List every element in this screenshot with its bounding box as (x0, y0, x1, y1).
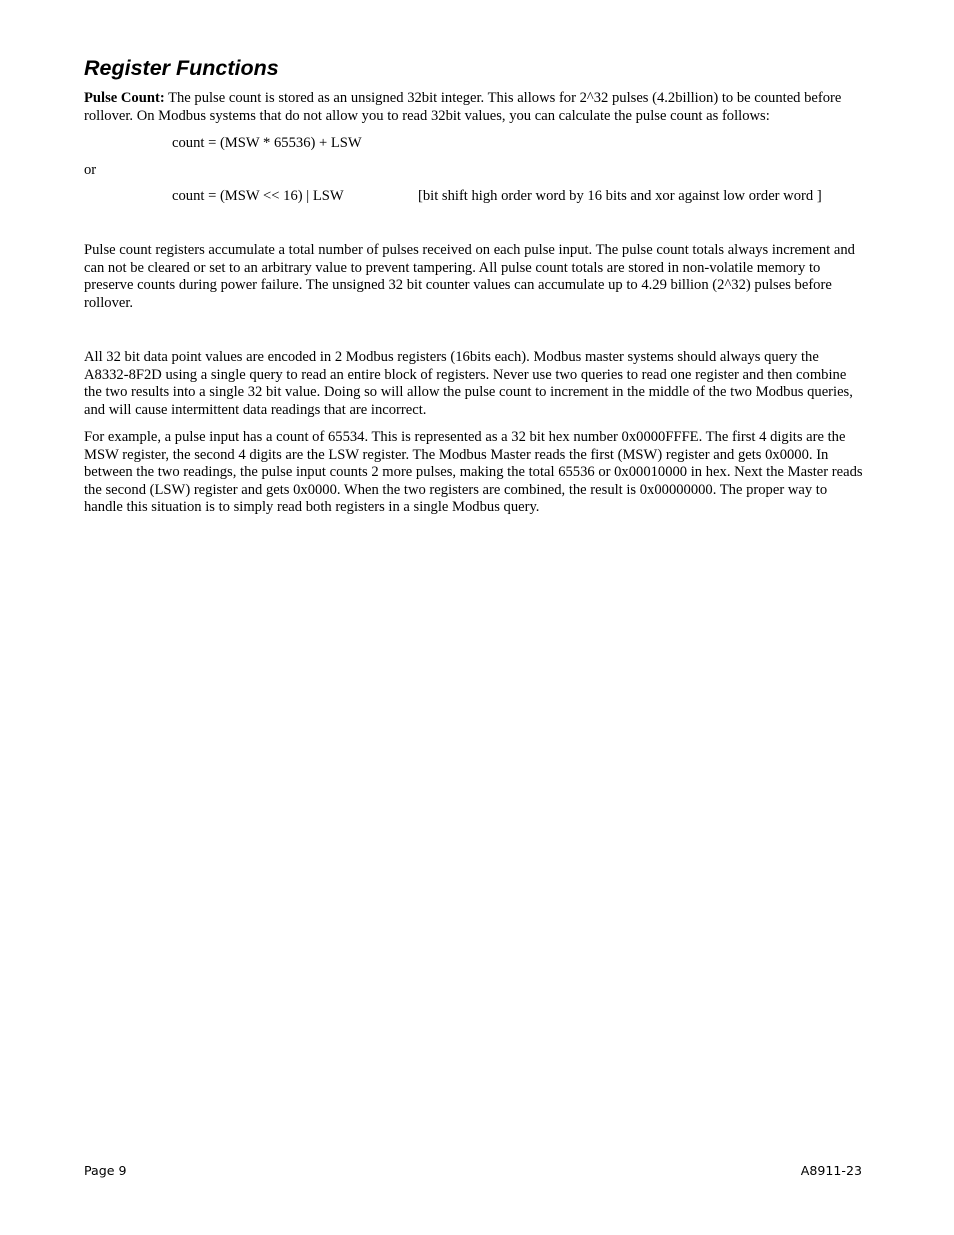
formula-bitshift-note: [bit shift high order word by 16 bits and xor against low order word ] (418, 188, 822, 204)
footer-page-number: Page 9 (84, 1163, 127, 1178)
formula-multiply: count = (MSW * 65536) + LSW (172, 135, 362, 151)
section-title: Register Functions (84, 56, 279, 80)
pulse-count-text: The pulse count is stored as an unsigned 32bit integer. This allows for 2^32 pulses (4.2billion) to be counted before rollover. On Modbus systems that do not allow you to read 32bit values, you can calculate the pulse count as follows: (84, 90, 842, 124)
pulse-count-label: Pulse Count: (84, 90, 165, 106)
registers-paragraph: Pulse count registers accumulate a total number of pulses received on each pulse input. The pulse count totals always increment and can not be cleared or set to an arbitrary value to prevent tampering. All pulse count totals are stored in non-volatile memory to preserve counts during power failure. The unsigned 32 bit counter values can accumulate up to 4.29 billion (2^32) pulses before rollover. (84, 242, 855, 311)
encoding-paragraph: All 32 bit data point values are encoded in 2 Modbus registers (16bits each). Modbus master systems should always query the A8332-8F2D using a single query to read an entire block of registers. Never use two queries to read one register and then combine the two results into a single 32 bit value. Doing so will allow the pulse count to increment in the middle of the two Modbus queries, and will cause intermittent data readings that are incorrect. (84, 349, 853, 418)
formula-bitshift: count = (MSW << 16) | LSW (172, 188, 344, 204)
example-paragraph: For example, a pulse input has a count of 65534. This is represented as a 32 bit hex number 0x0000FFFE. The first 4 digits are the MSW register, the second 4 digits are the LSW register. The Modbus Master reads the first (MSW) register and gets 0x0000. In between the two readings, the pulse input counts 2 more pulses, making the total 65536 or 0x00010000 in hex. Next the Master reads the second (LSW) register and gets 0x0000. When the two registers are combined, the result is 0x00000000. The proper way to handle this situation is to simply read both registers in a single Modbus query. (84, 429, 863, 516)
footer-document-id: A8911-23 (800, 1163, 862, 1178)
or-text: or (84, 162, 97, 178)
pulse-count-paragraph (84, 90, 864, 125)
